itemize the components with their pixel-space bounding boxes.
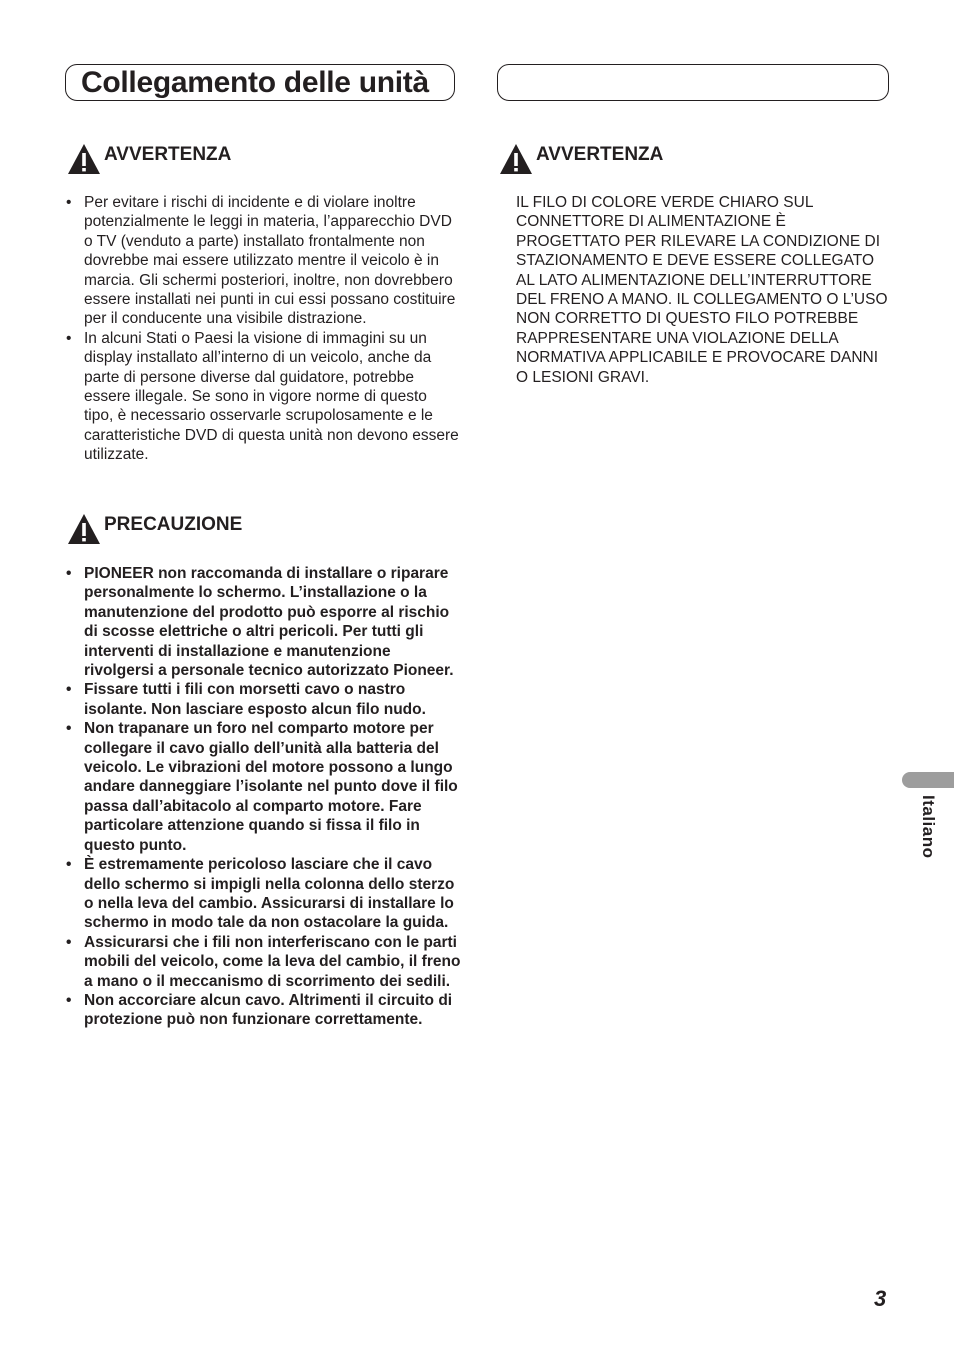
list-item-text: Per evitare i rischi di incidente e di violare inoltre potenzialmente le leggi in materia, l’apparecchio DVD o TV (venduto a parte) installato frontalmente non dovrebbe mai essere utilizzato mentre il veicolo è in marcia. Gli schermi posteriori, inoltre, non dovrebbero essere installati nei punti in cui essi possano costituire per il conducente una visibile distrazione. xyxy=(84,194,456,328)
list-item-text: Assicurarsi che i fili non interferiscano con le parti mobili del veicolo, come la leva del cambio, il freno a mano o il meccanismo di scorrimento dei sedili. xyxy=(84,933,461,990)
list-item: • PIONEER non raccomanda di installare o riparare personalmente lo schermo. L’installazione o la manutenzione del prodotto può esporre al rischio di scosse elettriche o altri pericoli. Per tutti gli interventi di installazione e manutenzione rivolgersi a personale tecnico autorizzato Pioneer. xyxy=(66,565,454,680)
list-item: • Non trapanare un foro nel comparto motore per collegare il cavo giallo dell’unità alla batteria del veicolo. Le vibrazioni del motore possono a lungo andare danneggiare l’isolante nel punto dove il filo passa dall’abitacolo al comparto motore. Fare particolare attenzione quando si fissa il filo in questo punto. xyxy=(66,720,458,854)
list-item-text: È estremamente pericoloso lasciare che il cavo dello schermo si impigli nella colonna dello sterzo o nella leva del cambio. Assicurarsi di installare lo schermo in modo tale da non ostacolare la guida. xyxy=(84,856,455,932)
warning-triangle-icon xyxy=(67,143,101,175)
warning-triangle-icon xyxy=(67,513,101,545)
list-item: • Per evitare i rischi di incidente e di violare inoltre potenzialmente le leggi in materia, l’apparecchio DVD o TV (venduto a parte) installato frontalmente non dovrebbe mai essere utilizzato mentre il veicolo è in marcia. Gli schermi posteriori, inoltre, non dovrebbero essere installati nei punti in cui essi possano costituire per il conducente una visibile distrazione. xyxy=(66,194,456,328)
page-title: Collegamento delle unità xyxy=(81,66,429,99)
list-item: • Assicurarsi che i fili non interferiscano con le parti mobili del veicolo, come la leva del cambio, il freno a mano o il meccanismo di scorrimento dei sedili. xyxy=(66,933,461,990)
right-warning-title: AVVERTENZA xyxy=(536,144,664,165)
right-warning-text: IL FILO DI COLORE VERDE CHIARO SUL CONNETTORE DI ALIMENTAZIONE È PROGETTATO PER RILEVARE LA CONDIZIONE DI STAZIONAMENTO E DEVE ESSERE COLLEGATO AL LATO ALIMENTAZIONE DELL’INTERRUTTORE DEL FRENO A MANO. IL COLLEGAMENTO O L’USO NON CORRETTO DI QUESTO FILO POTREBBE RAPPRESENTARE UNA VIOLAZIONE DELLA NORMATIVA APPLICABILE E PROVOCARE DANNI O LESIONI GRAVI. xyxy=(516,194,888,386)
page-number: 3 xyxy=(874,1286,887,1311)
list-item: • Non accorciare alcun cavo. Altrimenti il circuito di protezione può non funzionare correttamente. xyxy=(66,991,453,1029)
list-item-text: Non trapanare un foro nel comparto motore per collegare il cavo giallo dell’unità alla batteria del veicolo. Le vibrazioni del motore possono a lungo andare danneggiare l’isolante nel punto dove il filo passa dall’abitacolo al comparto motore. Fare particolare attenzione quando si fissa il filo in questo punto. xyxy=(84,720,458,854)
list-item-text: Fissare tutti i fili con morsetti cavo o nastro isolante. Non lasciare esposto alcun filo nudo. xyxy=(84,681,426,718)
language-tab-label: Italiano xyxy=(919,795,938,859)
language-tab-marker xyxy=(902,772,954,788)
precaution-title: PRECAUZIONE xyxy=(104,514,243,535)
precaution-list xyxy=(66,564,462,1030)
list-item-text: Non accorciare alcun cavo. Altrimenti il circuito di protezione può non funzionare correttamente. xyxy=(84,991,453,1029)
warning-triangle-icon xyxy=(499,143,533,175)
left-warning-title: AVVERTENZA xyxy=(104,144,232,165)
list-item: • In alcuni Stati o Paesi la visione di immagini su un display installato all’interno di un veicolo, anche da parte di persone diverse dal guidatore, potrebbe essere illegale. Se sono in vigore norme di questo tipo, è necessario osservarle scrupolosamente e le caratteristiche DVD di questa unità non devono essere utilizzate. xyxy=(66,329,459,464)
left-warning-list xyxy=(66,193,460,465)
title-frame-right xyxy=(497,64,889,101)
list-item: • È estremamente pericoloso lasciare che il cavo dello schermo si impigli nella colonna dello sterzo o nella leva del cambio. Assicurarsi di installare lo schermo in modo tale da non ostacolare la guida. xyxy=(66,856,455,932)
list-item-text: PIONEER non raccomanda di installare o riparare personalmente lo schermo. L’installazione o la manutenzione del prodotto può esporre al rischio di scosse elettriche o altri pericoli. Per tutti gli interventi di installazione e manutenzione rivolgersi a personale tecnico autorizzato Pioneer. xyxy=(84,565,454,680)
list-item: • Fissare tutti i fili con morsetti cavo o nastro isolante. Non lasciare esposto alcun filo nudo. xyxy=(66,681,426,718)
list-item-text: In alcuni Stati o Paesi la visione di immagini su un display installato all’interno di un veicolo, anche da parte di persone diverse dal guidatore, potrebbe essere illegale. Se sono in vigore norme di questo tipo, è necessario osservarle scrupolosamente e le caratteristiche DVD di questa unità non devono essere utilizzate. xyxy=(84,329,459,464)
